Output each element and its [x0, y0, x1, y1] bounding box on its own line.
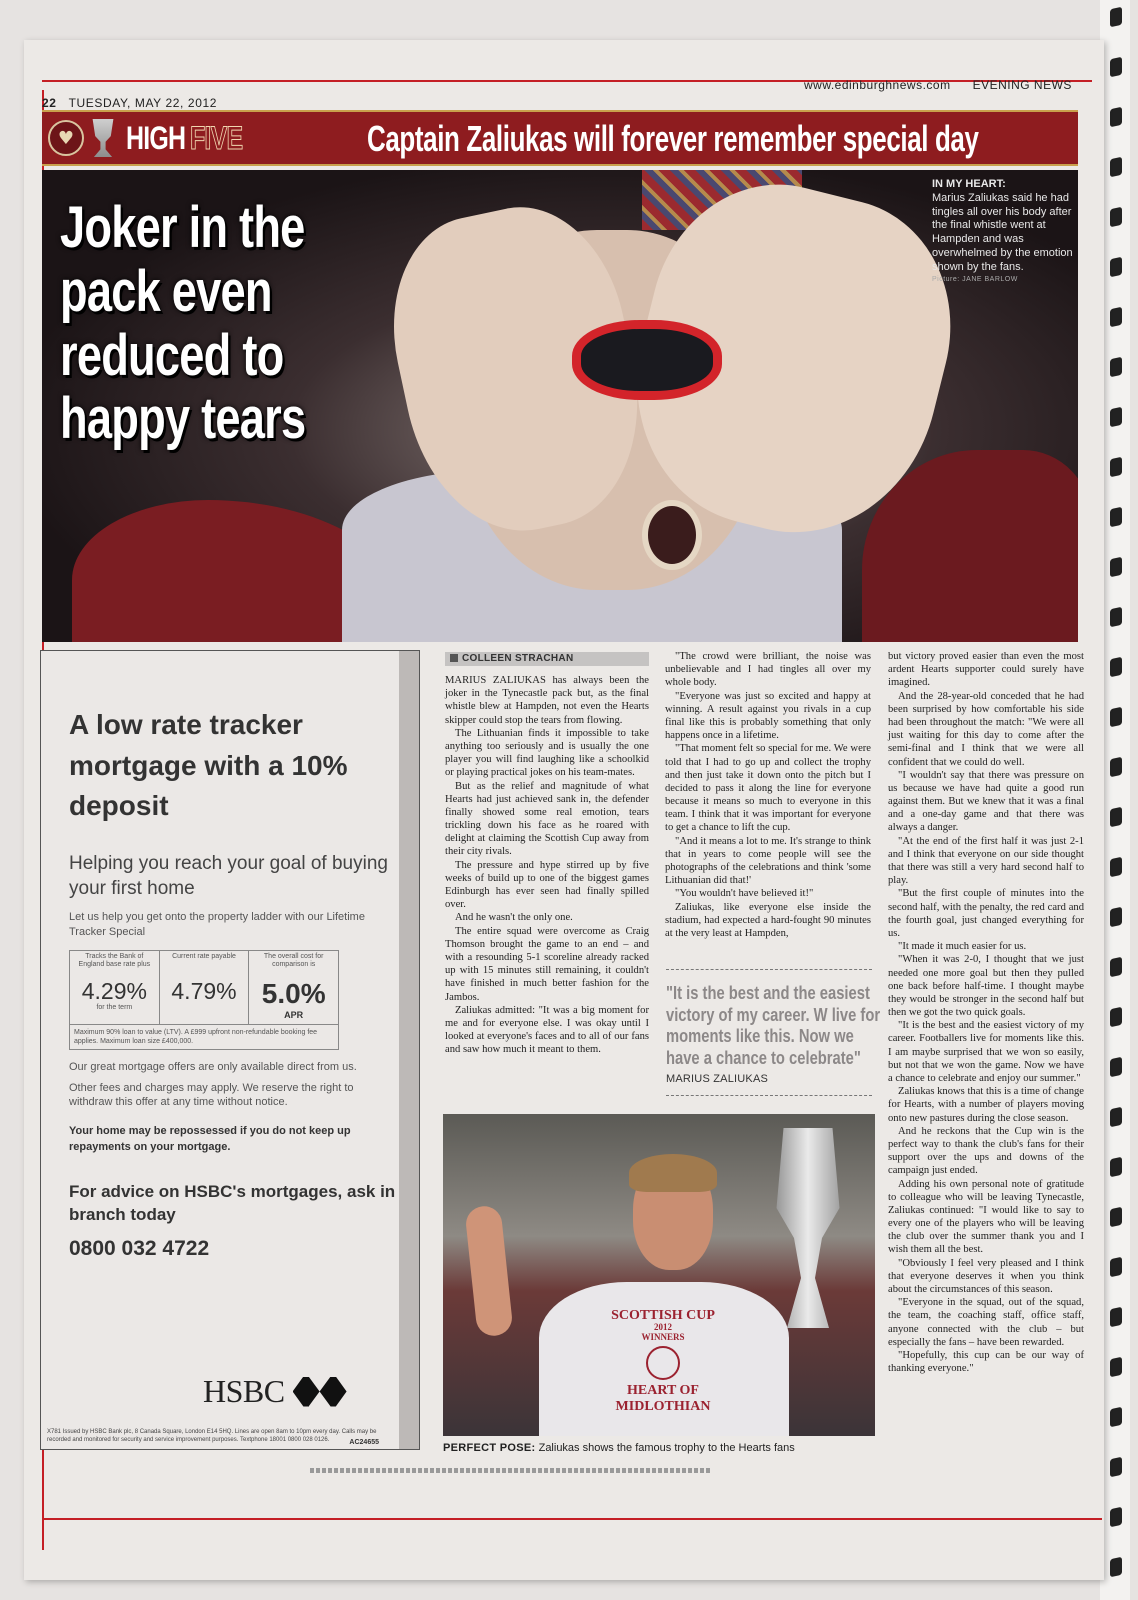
section-header — [42, 110, 1078, 166]
header-title: Captain Zaliukas will forever remember special day — [367, 118, 979, 159]
paragraph: "Everyone in the squad, out of the squad, the team, the coaching staff, office staff, anyone connected with the club – but especially the fans – have been rewarded. — [888, 1297, 1084, 1348]
paragraph: MARIUS ZALIUKAS has always been the joker in the Tynecastle pack but, as the final whistle blew at Hampden, not even the Hearts skipper could stop the tears from flowing. — [445, 675, 649, 726]
ad-note: Our great mortgage offers are only available direct from us. — [69, 1060, 357, 1073]
hearts-crest-icon: ♥ — [48, 120, 84, 156]
paragraph: The Lithuanian finds it impossible to take anything too seriously and is usually the one player you will find laughing like a schoolkid or playing practical jokes on his team-mates. — [445, 727, 649, 779]
ad-headline: A low rate tracker mortgage with a 10% deposit — [69, 709, 348, 822]
paragraph: but victory proved easier than even the most ardent Hearts supporter could surely have imagined. — [888, 651, 1084, 689]
headline-line: reduced to — [60, 322, 284, 388]
rate-cell: Current rate payable 4.79% — [160, 951, 250, 1024]
caption-label: IN MY HEART: — [932, 178, 1006, 190]
trophy-photo — [443, 1114, 875, 1436]
paragraph: "And it means a lot to me. It's strange to think that in years to come people will see the photographs of the celebrations and think 'some Lithuanian did that!' — [665, 835, 871, 887]
shirt-print: SCOTTISH CUP 2012 WINNERS HEART OF MIDLOTHIAN — [611, 1308, 715, 1414]
photo-caption — [932, 178, 1078, 285]
paragraph: "When it was 2-0, I thought that we just needed one more goal but then they pulled one back before half-time. I thought maybe they would be stronger in the second half but then we got the two quick goals. — [888, 954, 1084, 1019]
headline-line: Joker in the — [60, 195, 305, 260]
quote-divider — [666, 1095, 872, 1096]
dateline — [42, 96, 217, 110]
main-headline — [60, 196, 305, 451]
paragraph: And he wasn't the only one. — [455, 912, 573, 924]
main-photo — [42, 170, 1078, 642]
caption-text: Marius Zaliukas said he had tingles all over his body after the final whistle went at Hampden and was overwhelmed by the emotion shown by the fans. — [932, 191, 1073, 273]
paragraph: Zaliukas, like everyone else inside the stadium, had expected a hard-fought 90 minutes at the very least at Hampden, — [665, 901, 871, 939]
hsbc-logo: HSBC — [203, 1373, 347, 1410]
headline-line: happy tears — [60, 386, 306, 452]
paragraph: "I wouldn't say that there was pressure on us because we have had quite a good run against them. But we knew that it was a final and a one-day game and that there was always a danger. — [888, 769, 1084, 834]
section-five: FIVE — [189, 119, 243, 156]
article-column-2 — [665, 650, 871, 940]
hsbc-advert — [40, 650, 420, 1450]
rate-cell: Tracks the Bank of England base rate plus 4.29% for the term — [70, 951, 160, 1024]
paragraph: "It is the best and the easiest victory of my career. Footballers live for moments like this. I am maybe surprised that we won so easily, but not that we won the game. Now we have a chance to celebrate and enjoy our summer." — [888, 1020, 1084, 1084]
paragraph: "It made it much easier for us. — [898, 941, 1027, 953]
paragraph: "Everyone was just so excited and happy at winning. A result against you rivals in a cup final like this is probably something that only happens once in a lifetime. — [665, 690, 871, 742]
newspaper-page — [24, 40, 1104, 1580]
hsbc-hexagon-icon — [293, 1377, 347, 1407]
paragraph: But as the relief and magnitude of what Hearts had just achieved sank in, the defender finally showed some real emotion, tears trickling down his face as he roared with delight at claiming the Scottish Cup away from their city rivals. — [445, 780, 649, 858]
paragraph: And he reckons that the Cup win is the perfect way to thank the club's fans for their support over the ups and downs of the campaign just ended. — [888, 1125, 1084, 1177]
paper-name: EVENING NEWS — [972, 78, 1072, 92]
byline: COLLEEN STRACHAN — [445, 652, 649, 666]
issue-date: TUESDAY, MAY 22, 2012 — [68, 96, 218, 110]
headline-line: pack even — [60, 258, 272, 324]
paragraph: Zaliukas admitted: "It was a big moment for me and for everyone else. I was okay until I looked at everyone's faces and to all of our fans and saw how much it meant to them. — [445, 1004, 649, 1056]
photo-credit: Picture: JANE BARLOW — [932, 276, 1018, 284]
page-border-bottom — [42, 1518, 1102, 1520]
ad-advice: For advice on HSBC's mortgages, ask in branch today — [69, 1182, 396, 1224]
section-title — [126, 120, 242, 157]
paragraph: And the 28-year-old conceded that he had been surprised by how comfortable his side had been throughout the match: "We were all just waiting for this day to come after the semi-final and I think that we were all confident that we could do well. — [888, 690, 1084, 768]
paragraph: "At the end of the first half it was just 2-1 and I think that everyone on our side thought that there was still a very hard second half to play. — [888, 835, 1084, 887]
paragraph: Zaliukas knows that this is a time of change for Hearts, with a number of players moving onto new pastures during the close season. — [888, 1086, 1084, 1124]
ad-warning: Your home may be repossessed if you do not keep up repayments on your mortgage. — [69, 1125, 351, 1153]
section-high: HIGH — [126, 119, 186, 156]
rates-note: Maximum 90% loan to value (LTV). A £999 upfront non-refundable booking fee applies. Maximum loan size £400,000. — [69, 1025, 339, 1050]
paragraph: "But the first couple of minutes into the second half, with the penalty, the red card and the fourth goal, just changed everything for us. — [888, 888, 1084, 939]
rates-table — [69, 950, 339, 1025]
quote-divider — [666, 969, 872, 970]
paragraph: "That moment felt so special for me. We were told that I had to go up and collect the trophy and then just take it down onto the pitch but I decided to pass it along the line for everyone because it means so much to everyone in this team. I think that it was important for everyone to get a chance to lift the cup. — [665, 743, 871, 834]
article-column-3 — [888, 650, 1084, 1375]
article-column-1 — [445, 674, 649, 1056]
paragraph: Adding his own personal note of gratitude to colleague who will be leaving Tynecastle, Zaliukas continued: "I would like to say to every one of the players who will be leaving the club over the summer thank you and I wish them all the best. — [888, 1178, 1084, 1256]
ad-intro: Let us help you get onto the property ladder with our Lifetime Tracker Special — [69, 911, 365, 938]
page-number: 22 — [42, 96, 57, 110]
ad-subhead: Helping you reach your goal of buying your first home — [69, 852, 388, 900]
paragraph: "The crowd were brilliant, the noise was unbelievable and I had tingles all over my whole body. — [665, 651, 871, 689]
masthead-meta — [804, 78, 1072, 92]
pull-quote-name: MARIUS ZALIUKAS — [666, 1073, 769, 1085]
hearts-crest-icon — [646, 1346, 680, 1380]
ad-legal: X781 Issued by HSBC Bank plc, 8 Canada Square, London E14 5HQ. Lines are open 8am to 10pm every day. Calls may be recorded and monitored for security and service improvement purposes. Textphone 18001 0800 028 0126. — [47, 1429, 377, 1443]
scottish-cup-trophy — [773, 1128, 843, 1328]
spiral-binding — [1100, 0, 1130, 1600]
ad-code: AC24655 — [349, 1439, 379, 1446]
ad-phone: 0800 032 4722 — [69, 1236, 210, 1260]
ad-note: Other fees and charges may apply. We reserve the right to withdraw this offer at any time without notice. — [69, 1081, 354, 1109]
website-url: www.edinburghnews.com — [804, 78, 951, 92]
paragraph: The entire squad were overcome as Craig Thomson brought the game to an end – and with a resounding 5-1 scoreline already racked up with 15 minutes still remaining, it couldn't have finished in much better fashion for the Jambos. — [445, 925, 649, 1003]
dotted-rule — [310, 1468, 710, 1473]
pull-quote: "It is the best and the easiest victory of my career. W live for moments like this. Now we have a chance to celebrate" — [666, 983, 881, 1068]
heart-glasses — [572, 320, 722, 400]
paragraph: The pressure and hype stirred up by five weeks of build up to one of the biggest games Edinburgh has ever seen had finally spilled over. — [445, 859, 649, 911]
trophy-photo-caption: PERFECT POSE: Zaliukas shows the famous trophy to the Hearts fans — [443, 1442, 795, 1454]
trophy-icon — [90, 119, 116, 157]
paragraph: "You wouldn't have believed it!" — [675, 888, 814, 900]
paragraph: "Obviously I feel very pleased and I think that everyone deserves it when you think about the circumstances of this season. — [888, 1257, 1084, 1295]
paragraph: "Hopefully, this cup can be our way of thanking everyone." — [888, 1349, 1084, 1375]
rate-cell: The overall cost for comparison is 5.0% APR — [261, 952, 326, 1020]
